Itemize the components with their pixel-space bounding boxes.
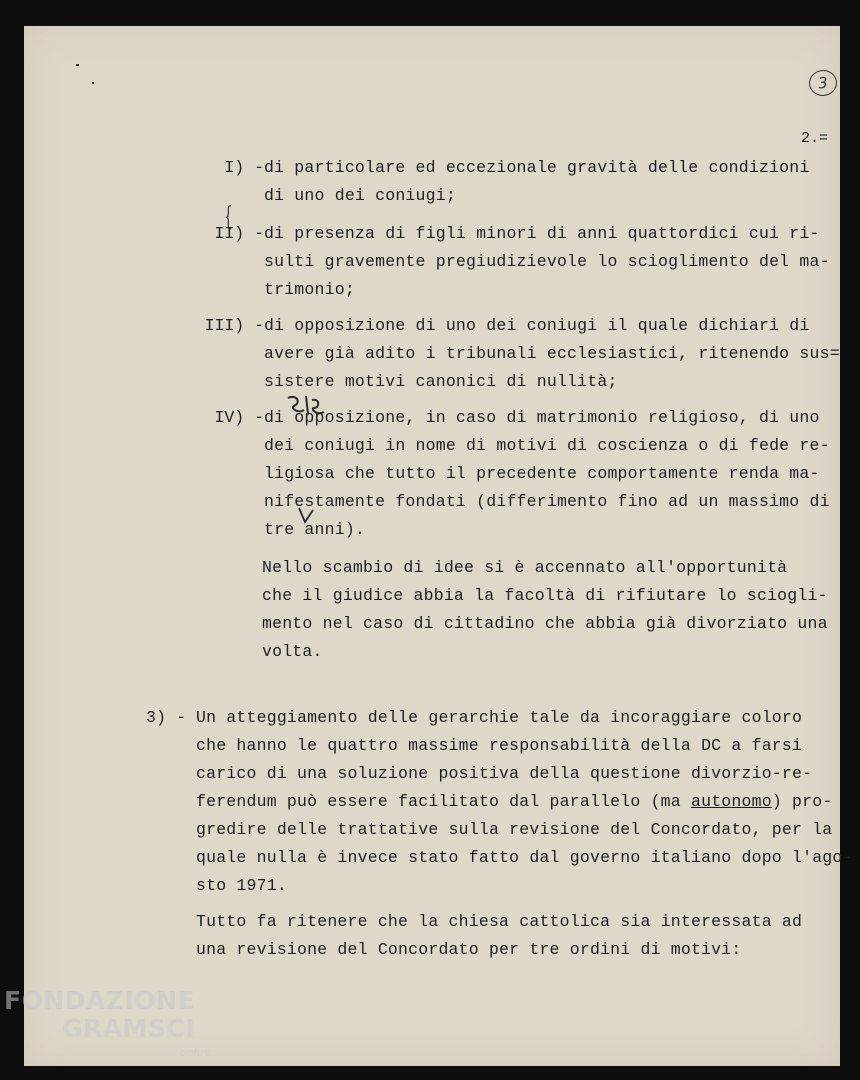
- document-page: [24, 26, 853, 1066]
- paragraph-line: Nello scambio di idee si è accennato all'opportunità: [262, 558, 788, 577]
- item-label: II) -: [214, 224, 264, 243]
- point-line: [196, 792, 832, 811]
- item-line: di particolare ed eccezionale gravità delle condizioni: [264, 158, 810, 177]
- item-line: nifestamente fondati (differimento fino ad un massimo di: [264, 492, 830, 511]
- point-line: gredire delle trattative sulla revisione del Concordato, per la: [196, 820, 833, 839]
- item-line: dei coniugi in nome di motivi di coscienza o di fede re-: [264, 436, 830, 455]
- underlined-word: autonomo: [690, 792, 772, 811]
- paragraph-line: una revisione del Concordato per tre ordini di motivi:: [196, 940, 742, 959]
- item-line: avere già adito i tribunali ecclesiastici, ritenendo sus=: [264, 344, 840, 363]
- point-line: carico di una soluzione positiva della questione divorzio-re-: [196, 764, 813, 783]
- item-label: IV) -: [214, 408, 264, 427]
- item-line: di opposizione, in caso di matrimonio religioso, di uno: [264, 408, 820, 427]
- watermark-logo: [4, 986, 214, 1076]
- point-label: 3) -: [146, 708, 187, 727]
- watermark-line: onlus: [180, 1046, 210, 1059]
- point-line: Un atteggiamento delle gerarchie tale da incoraggiare coloro: [196, 708, 803, 727]
- item-line: di uno dei coniugi;: [264, 186, 456, 205]
- point-line-part: ferendum può essere facilitato dal parallelo (ma: [196, 792, 691, 811]
- point-line: sto 1971.: [196, 876, 287, 895]
- handwritten-brace-mark: {: [224, 202, 233, 232]
- point-line-part: ) pro-: [771, 792, 833, 811]
- item-label: III) -: [204, 316, 264, 335]
- item-line: trimonio;: [264, 280, 355, 299]
- item-line: sulti gravemente pregiudizievole lo scioglimento del ma-: [264, 252, 830, 271]
- item-label: I) -: [224, 158, 264, 177]
- point-line: che hanno le quattro massime responsabilità della DC a farsi: [196, 736, 803, 755]
- handwritten-caret-mark: [296, 506, 316, 526]
- paragraph-line: mento nel caso di cittadino che abbia già divorziato una: [262, 614, 828, 633]
- paragraph-line: volta.: [262, 642, 323, 661]
- item-line: sistere motivi canonici di nullità;: [264, 372, 618, 391]
- point-line: quale nulla è invece stato fatto dal governo italiano dopo l'ago-: [196, 848, 853, 867]
- item-line: di opposizione di uno dei coniugi il quale dichiari di: [264, 316, 810, 335]
- item-line: tre anni).: [264, 520, 366, 539]
- watermark-line: GRAMSCI: [62, 1014, 196, 1043]
- paragraph-line: Tutto fa ritenere che la chiesa cattolica sia interessata ad: [196, 912, 803, 931]
- item-line: di presenza di figli minori di anni quattordici cui ri-: [264, 224, 820, 243]
- page-number: 2.=: [801, 130, 829, 147]
- paper-speck: [76, 64, 79, 66]
- paper-speck: [92, 82, 94, 84]
- watermark-line: FONDAZIONE: [4, 986, 196, 1015]
- item-line: ligiosa che tutto il precedente comportamente renda ma-: [264, 464, 820, 483]
- paragraph-line: che il giudice abbia la facoltà di rifiutare lo sciogli-: [262, 586, 828, 605]
- circled-page-number: 3: [808, 69, 839, 98]
